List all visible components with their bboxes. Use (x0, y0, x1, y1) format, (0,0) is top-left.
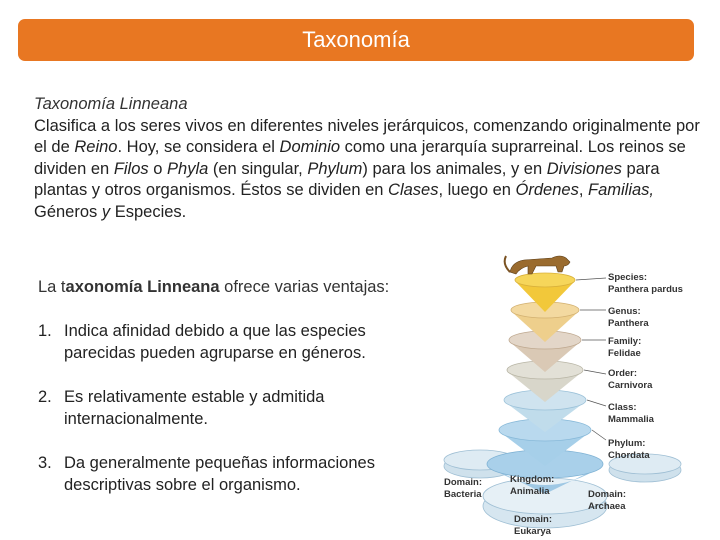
lead-text: La t (38, 278, 66, 296)
term-ordenes: Órdenes (515, 181, 579, 199)
list-text: Indica afinidad debido a que las especies parecidas pueden agruparse en géneros. (64, 322, 366, 362)
label-domain-archaea: Domain: (588, 489, 626, 500)
lead-bold: axonomía Linneana (65, 278, 220, 296)
label-phylum: Phylum: (608, 438, 646, 449)
term-y: y (101, 202, 111, 221)
label-domain-bacteria: Domain: (444, 477, 482, 488)
taxonomy-cones-illustration (440, 244, 712, 538)
label-domain-archaea-name: Archaea (588, 501, 626, 512)
term-clases: Clases (388, 181, 439, 199)
intro-text: . Hoy, se considera el (117, 138, 280, 156)
term-familias: Familias, (588, 181, 655, 199)
intro-text: , luego en (438, 181, 516, 199)
term-phyla: Phyla (167, 159, 209, 178)
taxonomy-figure (440, 244, 712, 538)
advantages-lead (38, 278, 458, 297)
species-disc (515, 273, 575, 287)
leopard-icon (505, 256, 570, 274)
intro-text: Géneros (34, 202, 102, 221)
list-number: 3. (38, 454, 52, 472)
list-item (38, 386, 428, 430)
lead-text: ofrece varias ventajas: (219, 278, 390, 296)
list-text: Es relativamente estable y admitida internacionalmente. (64, 388, 325, 428)
label-order: Order: (608, 368, 638, 379)
leader-class (587, 400, 606, 406)
leader-phylum (592, 430, 606, 440)
intro-subtitle: Taxonomía Linneana (34, 95, 188, 113)
term-phylum: Phylum (307, 159, 363, 178)
list-item (38, 320, 428, 364)
list-number: 1. (38, 322, 52, 340)
label-family: Family: (608, 336, 642, 347)
leader-lines (576, 278, 606, 440)
title-bar (18, 19, 694, 61)
intro-text: Clasifica a los seres vivos en diferentes niveles jerárquicos, comenzando originalmente por el de (34, 116, 700, 156)
label-species-name: Panthera pardus (608, 284, 683, 295)
intro-text: , (578, 181, 588, 199)
leader-species (576, 278, 606, 280)
intro-text: o (148, 159, 168, 178)
label-phylum-name: Chordata (608, 450, 650, 461)
label-family-name: Felidae (608, 348, 641, 359)
leopard-body (510, 256, 570, 274)
advantages-list (38, 320, 428, 518)
label-species: Species: (608, 272, 648, 283)
intro-text: (en singular, (208, 159, 308, 178)
intro-text: como una jerarquía suprarreinal. Los reinos se dividen en (34, 138, 686, 178)
intro-text: Especies. (110, 202, 187, 221)
term-divisiones: Divisiones (546, 159, 622, 178)
list-number: 2. (38, 388, 52, 406)
page-title: Taxonomía (302, 27, 410, 52)
label-domain-eukarya-name: Eukarya (514, 526, 551, 537)
term-filos: Filos (113, 159, 149, 178)
term-dominio: Dominio (279, 138, 341, 156)
label-kingdom: Kingdom: (510, 474, 555, 485)
label-class: Class: (608, 402, 637, 413)
label-genus: Genus: (608, 306, 641, 317)
label-order-name: Carnivora (608, 380, 653, 391)
term-reino: Reino (74, 138, 118, 156)
intro-text: ) para los animales, y en (362, 159, 547, 178)
label-domain-bacteria-name: Bacteria (444, 489, 482, 500)
list-text: Da generalmente pequeñas informaciones descriptivas sobre el organismo. (64, 454, 375, 494)
leader-order (584, 370, 606, 374)
label-domain-eukarya: Domain: (514, 514, 552, 525)
list-item (38, 452, 428, 496)
intro-paragraph (34, 94, 702, 223)
intro-text: para plantas y otros organismos. Éstos se dividen en (34, 159, 660, 199)
label-class-name: Mammalia (608, 414, 654, 425)
leopard-tail (505, 256, 510, 272)
label-genus-name: Panthera (608, 318, 649, 329)
label-kingdom-name: Animalia (510, 486, 550, 497)
